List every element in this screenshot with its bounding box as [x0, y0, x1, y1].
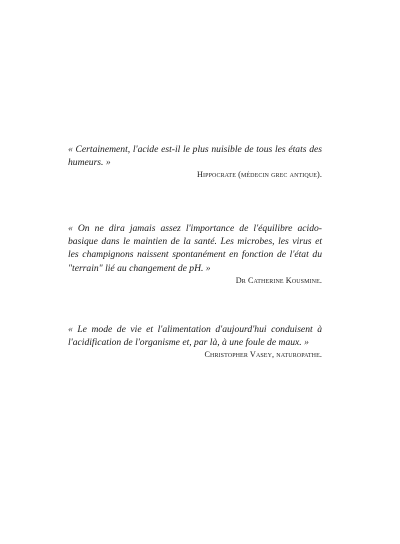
epigraph-kousmine — [68, 222, 322, 287]
epigraph-vasey — [68, 323, 322, 361]
epigraph-hippocrate — [68, 143, 322, 181]
epigraph-author: Christopher Vasey, naturopathe. — [204, 350, 322, 360]
epigraph-author: Dr Catherine Kousmine. — [235, 275, 322, 285]
epigraph-author: Hippocrate (médecin grec antique). — [197, 170, 322, 180]
epigraph-quote: « Certainement, l'acide est-il le plus nuisible de tous les états des humeurs. » — [68, 144, 322, 169]
epigraph-quote: « Le mode de vie et l'alimentation d'aujourd'hui conduisent à l'acidification de l'organisme et, par là, à une foule de maux. » — [68, 324, 322, 349]
epigraph-quote: « On ne dira jamais assez l'importance de l'équilibre acido-basique dans le maintien de la santé. Les microbes, les virus et les champignons naissent spontanément en fonction de l'état du "terrain" lié au changement de pH. » — [68, 223, 322, 274]
